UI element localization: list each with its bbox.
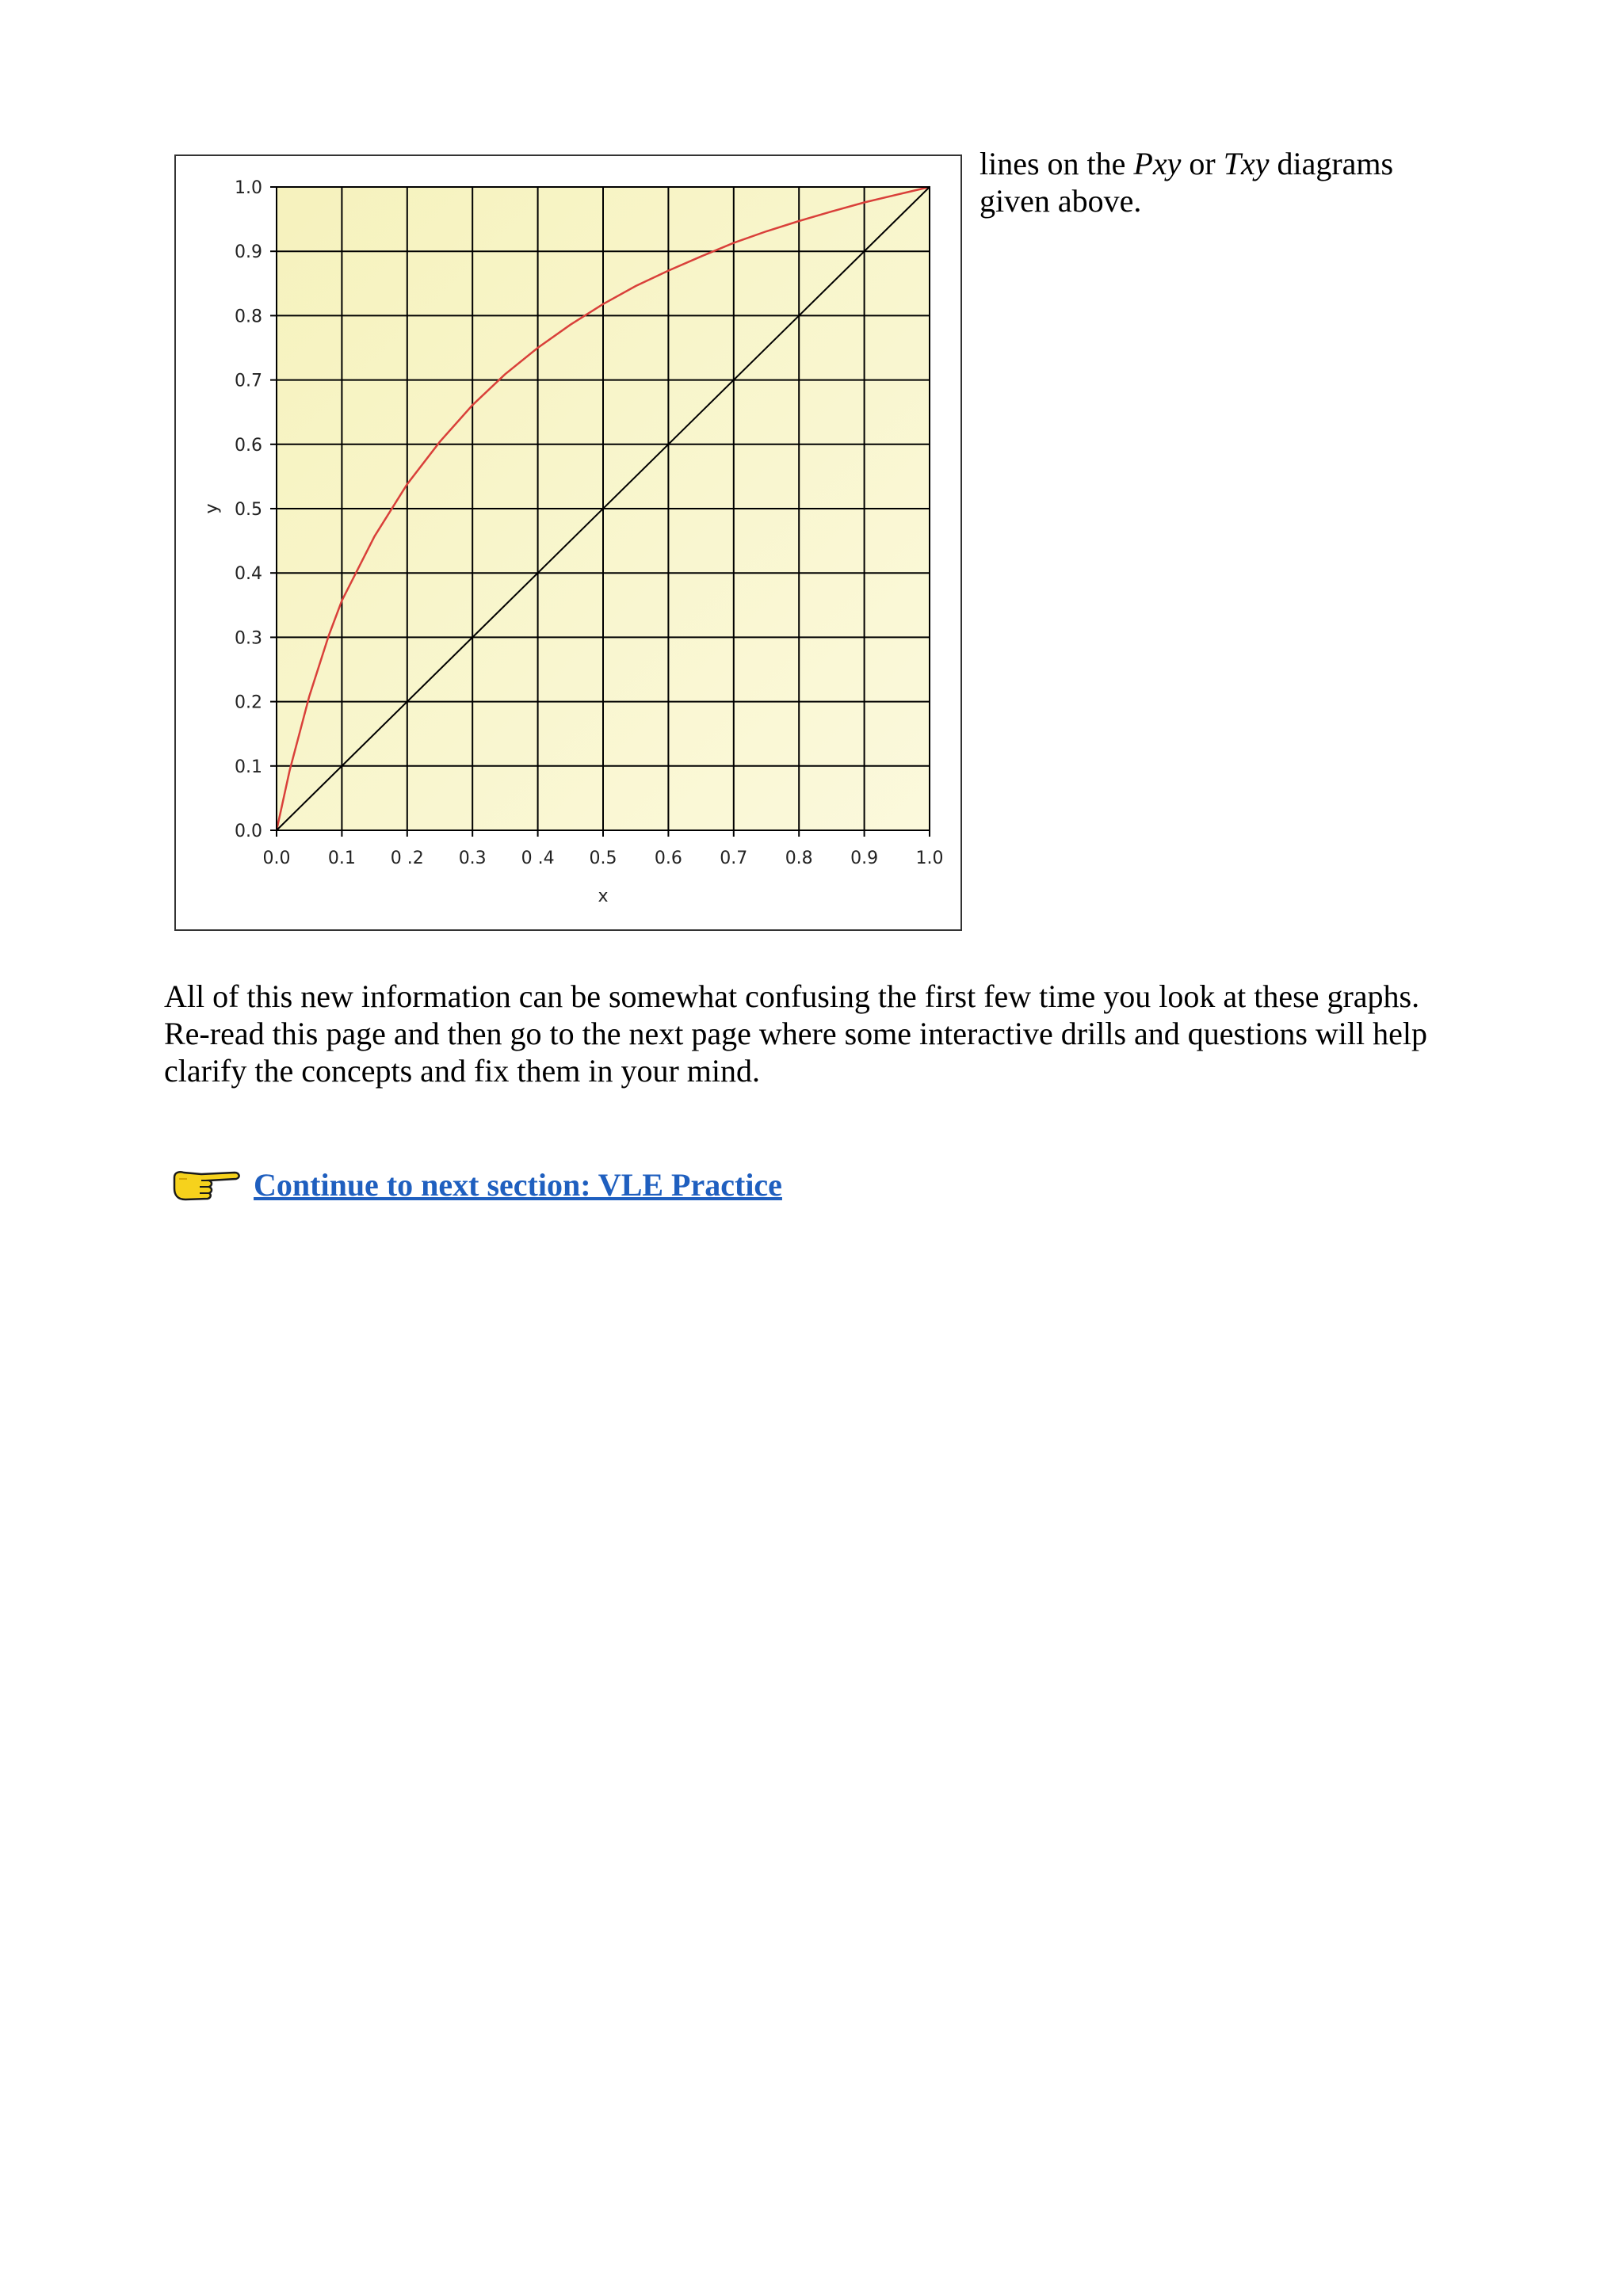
y-tick-label: 0.2 <box>235 692 262 713</box>
x-tick-label: 1.0 <box>915 849 944 868</box>
explanation-paragraph <box>164 978 1511 1089</box>
y-tick-label: 0.3 <box>235 628 262 649</box>
x-tick-label: 0.7 <box>720 849 748 868</box>
side-text-line-1 <box>980 145 1471 182</box>
continue-link[interactable]: Continue to next section: VLE Practice <box>254 1166 782 1203</box>
pointing-hand-icon <box>170 1165 242 1204</box>
y-tick-label: 0.9 <box>235 242 262 263</box>
continue-row <box>170 1161 782 1208</box>
y-tick-label: 0.7 <box>235 371 262 391</box>
x-tick-label: 0 .4 <box>521 849 555 868</box>
vle-chart <box>174 154 962 931</box>
x-tick-label: 0.6 <box>654 849 682 868</box>
y-tick-label: 0.4 <box>235 564 262 585</box>
y-tick-label: 0.8 <box>235 307 262 327</box>
y-tick-label: 0.5 <box>235 500 262 520</box>
y-tick-label: 0.6 <box>235 435 262 456</box>
y-tick-label: 1.0 <box>235 178 262 198</box>
txy-term: Txy <box>1223 146 1270 181</box>
x-axis-label: x <box>598 887 609 906</box>
x-tick-label: 0.1 <box>327 849 356 868</box>
side-text-part1: lines on the <box>980 146 1134 181</box>
y-tick-label: 0.0 <box>235 822 262 841</box>
paragraph-line-1: All of this new information can be somewhat confusing the first few time you look at these graphs. <box>164 978 1420 1014</box>
paragraph-line-2: Re-read this page and then go to the next page where some interactive drills and questions will help <box>164 1016 1427 1051</box>
x-tick-label: 0.5 <box>589 849 617 868</box>
x-tick-label: 0.0 <box>262 849 291 868</box>
pxy-term: Pxy <box>1133 146 1182 181</box>
x-tick-label: 0.9 <box>850 849 879 868</box>
x-tick-label: 0.3 <box>458 849 487 868</box>
side-text-line-2: given above. <box>980 183 1142 219</box>
side-text-part3: diagrams <box>1269 146 1394 181</box>
side-text-part2: or <box>1181 146 1224 181</box>
x-tick-label: 0 .2 <box>390 849 424 868</box>
paragraph-line-3: clarify the concepts and fix them in your mind. <box>164 1053 761 1089</box>
y-tick-label: 0.1 <box>235 757 262 777</box>
x-tick-label: 0.8 <box>785 849 813 868</box>
side-text <box>980 145 1471 219</box>
y-axis-label: y <box>202 503 222 514</box>
chart-svg <box>176 156 960 929</box>
